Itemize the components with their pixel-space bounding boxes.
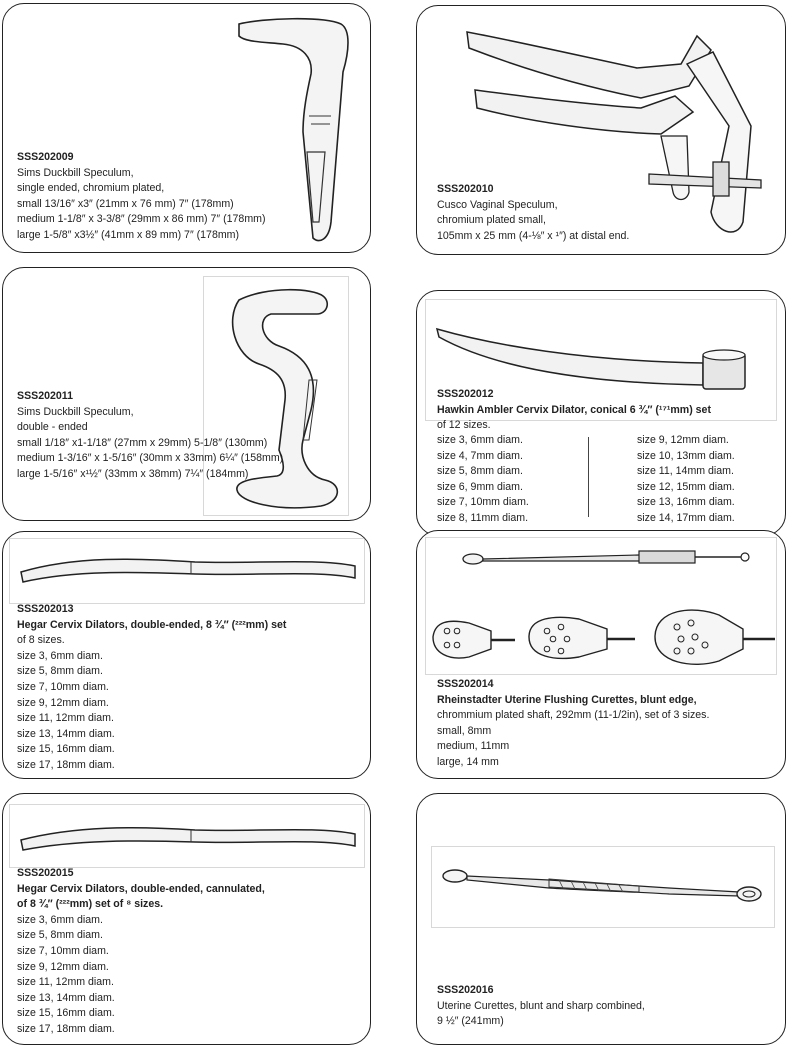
size-item: size 5, 8mm diam. [17,929,103,942]
size-item: size 17, 18mm diam. [17,1022,115,1035]
product-line: 9 ½″ (241mm) [437,1015,504,1028]
size-list-right [637,433,735,527]
size-item: size 9, 12mm diam. [17,696,109,709]
product-card-sss202013 [2,531,371,779]
column-divider [588,437,589,517]
size-item: size 8, 11mm diam. [437,511,529,524]
size-item: medium, 11mm [437,740,510,753]
product-line: small 13/16″ x3″ (21mm x 76 mm) 7″ (178mm) [17,197,234,210]
product-line: 105mm x 25 mm (4-⅛″ x ¹″) at distal end. [437,229,630,242]
size-item: size 7, 10mm diam. [437,496,529,509]
product-title: Hegar Cervix Dilators, double-ended, cannulated, [17,882,265,895]
size-item: size 4, 7mm diam. [437,449,523,462]
hegar-cannulated-dilator-illustration [15,820,361,860]
product-subtitle: of 12 sizes. [437,419,491,432]
product-code: SSS202016 [437,984,494,996]
product-line: Cusco Vaginal Speculum, [437,198,558,211]
product-code: SSS202010 [437,183,494,195]
size-item: size 3, 6mm diam. [437,434,523,446]
product-code: SSS202015 [17,867,74,879]
product-card-sss202009 [2,3,371,253]
product-card-sss202010 [416,5,786,255]
product-code: SSS202013 [17,603,74,615]
product-card-sss202014 [416,530,786,779]
product-line: chrommium plated shaft, 292mm (11-1/2in), set of 3 sizes. [437,709,710,722]
product-card-sss202011 [2,267,371,521]
product-title: Hawkin Ambler Cervix Dilator, conical 6 ¾″ (¹⁷¹mm) set [437,403,711,416]
product-card-sss202015 [2,793,371,1045]
product-line: Sims Duckbill Speculum, [17,405,134,418]
size-item: size 5, 8mm diam. [17,665,103,678]
product-title: Hegar Cervix Dilators, double-ended, 8 ¾″ (²²²mm) set [17,618,287,631]
size-item: size 13, 14mm diam. [17,991,115,1004]
size-item: size 15, 16mm diam. [17,1007,115,1020]
product-line: chromium plated small, [437,214,546,227]
size-item: size 11, 12mm diam. [17,712,114,725]
size-item: size 7, 10mm diam. [17,944,109,957]
size-item: size 9, 12mm diam. [17,960,109,973]
rheinstadter-curette-illustration [429,545,779,675]
size-item: size 13, 16mm diam. [637,496,735,509]
size-item: large, 14 mm [437,755,499,768]
size-item: size 9, 12mm diam. [637,434,729,446]
size-item: size 13, 14mm diam. [17,727,115,740]
size-item: size 17, 18mm diam. [17,758,115,771]
size-item: size 5, 8mm diam. [437,465,523,478]
product-line: large 1-5/16″ x¹½″ (33mm x 38mm) 7¼″ (184mm) [17,467,249,480]
size-item: size 12, 15mm diam. [637,480,735,493]
product-line: single ended, chromium plated, [17,182,165,195]
product-line: Sims Duckbill Speculum, [17,166,134,179]
product-line: medium 1-3/16″ x 1-5/16″ (30mm x 33mm) 6¼″ (158mm) [17,452,284,465]
size-item: size 7, 10mm diam. [17,680,109,693]
product-line: of 8 sizes. [17,634,65,647]
product-title-line-2: of 8 ¾″ (²²²mm) set of ⁸ sizes. [17,898,164,911]
size-item: size 15, 16mm diam. [17,743,115,756]
product-code: SSS202012 [437,388,494,400]
size-item: small, 8mm [437,724,492,737]
size-item: size 14, 17mm diam. [637,511,735,524]
product-line: double - ended [17,421,88,434]
size-item: size 11, 12mm diam. [17,976,114,989]
product-code: SSS202009 [17,151,74,163]
hegar-dilator-illustration [15,552,361,592]
size-item: size 3, 6mm diam. [17,649,103,662]
product-line: Uterine Curettes, blunt and sharp combined, [437,999,645,1012]
size-list-left [437,433,529,527]
size-item: size 10, 13mm diam. [637,449,735,462]
product-code: SSS202014 [437,678,494,690]
product-line: large 1-5/8″ x3½″ (41mm x 89 mm) 7″ (178mm) [17,228,240,241]
product-line: small 1/18″ x1-1/18″ (27mm x 29mm) 5-1/8″ (130mm) [17,436,268,449]
product-title: Rheinstadter Uterine Flushing Curettes, blunt edge, [437,693,697,706]
size-item: size 11, 14mm diam. [637,465,734,478]
product-line: medium 1-1/8″ x 3-3/8″ (29mm x 86 mm) 7″ (178mm) [17,213,266,226]
size-item: size 6, 9mm diam. [437,480,523,493]
product-card-sss202012 [416,290,786,536]
uterine-curette-illustration [439,864,769,908]
product-code: SSS202011 [17,390,73,402]
size-item: size 3, 6mm diam. [17,913,103,926]
hawkin-ambler-dilator-illustration [433,315,763,395]
product-card-sss202016 [416,793,786,1045]
